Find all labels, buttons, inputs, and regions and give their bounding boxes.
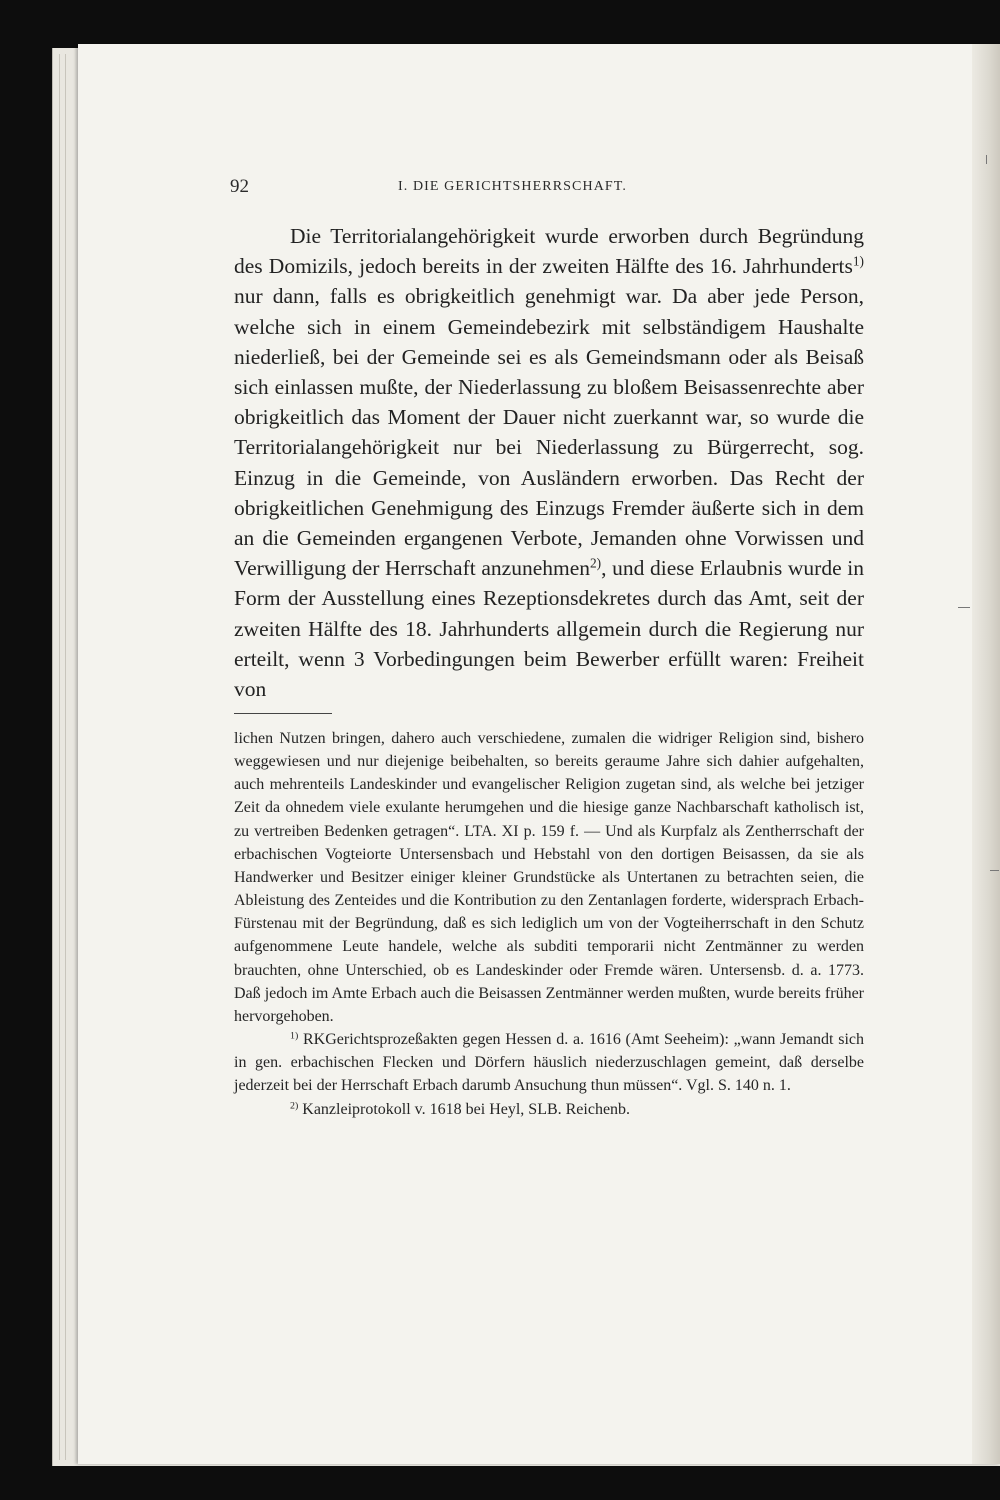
footnote-ref-2[interactable]: 2) xyxy=(590,555,602,571)
body-text-part-2: nur dann, falls es obrigkeitlich genehmigt war. Da aber jede Person, welche sich in einem Gemeindebezirk mit selbständigem Haushalte niederließ, bei der Gemeinde sei es als Gemeindsmann oder als Beisaß sich einlassen mußte, der Niederlassung zu bloßem Beisassenrechte aber obrigkeitlich das Moment der Dauer nicht zuerkannt war, so wurde die Territorialangehörigkeit nur bei Niederlassung zu Bürgerrecht, sog. Einzug in die Gemeinde, von Ausländern erworben. Das Recht der obrigkeitlichen Genehmigung des Einzugs Fremder äußerte sich in dem an die Gemeinden ergangenen Verbote, Jemanden ohne Vorwissen und Verwilligung der Herrschaft anzunehmen xyxy=(234,284,864,581)
footnote-1-text: RKGerichtsprozeßakten gegen Hessen d. a. 1616 (Amt Seeheim): „wann Jemandt sich in gen. erbachischen Flecken und Dörfern häuslich niederzuschlagen gemeint, daß derselbe jederzeit bei der Herrschaft Erbach darumb Ansuchung thun müssen“. Vgl. S. 140 n. 1. xyxy=(234,1031,864,1095)
book-gutter xyxy=(972,44,1000,1464)
footnote-1 xyxy=(234,1028,864,1097)
page-header xyxy=(230,176,870,200)
footnote-1-marker: 1) xyxy=(290,1030,299,1042)
running-head: I. DIE GERICHTSHERRSCHAFT. xyxy=(398,179,628,194)
footnote-separator xyxy=(234,713,332,714)
margin-mark xyxy=(990,870,999,871)
body-paragraph xyxy=(234,221,864,704)
body-text-part-3: , und diese Erlaubnis wurde in Form der Ausstellung eines Rezeptionsdekretes durch das Amt, seit der zweiten Hälfte des 18. Jahrhunderts allgemein durch die Regierung nur erteilt, wenn 3 Vorbedingungen beim Bewerber erfüllt waren: Freiheit von xyxy=(234,556,864,702)
footnote-2 xyxy=(234,1098,864,1121)
footnote-2-text: Kanzleiprotokoll v. 1618 bei Heyl, SLB. Reichenb. xyxy=(298,1100,631,1118)
footnote-2-marker: 2) xyxy=(290,1100,299,1112)
margin-mark xyxy=(958,607,970,608)
page-number: 92 xyxy=(230,176,249,197)
footnote-continued: lichen Nutzen bringen, dahero auch verschiedene, zumalen die widriger Religion sind, bishero weggewiesen und nur diejenige beibehalten, so bereits geraume Jahre sich dahier aufgehalten, auch mehrenteils Landeskinder und evangelischer Religion zugetan sind, als welche bei jetziger Zeit da ohnedem viele exulante herumgehen und die hiesige ganze Nachbarschaft katholisch ist, zu vertreiben Bedenken getragen“. LTA. XI p. 159 f. — Und als Kurpfalz als Zentherrschaft der erbachischen Vogteiorte Untersensbach und Hebstahl von den dortigen Beisassen, da sie als Handwerker und Besitzer einiger kleiner Grundstücke als Untertanen zu betrachten seien, die Ableistung des Zenteides und die Kontribution zu den Zentanlagen forderte, widersprach Erbach-Fürstenau mit der Begründung, daß es sich lediglich um von der Vogteiherrschaft in den Schutz aufgenommene Leute handele, welche als subditi temporarii nicht Zentmänner zu werden brauchten, ohne Unterschied, ob es Landeskinder oder Fremde wären. Untersensb. d. a. 1773. Daß jedoch im Amte Erbach auch die Beisassen Zentmänner werden mußten, wurde bereits früher hervorgehoben. xyxy=(234,730,864,1025)
footnote-ref-1[interactable]: 1) xyxy=(852,253,864,269)
margin-mark xyxy=(986,155,987,164)
body-text-part-1: Die Territorialangehörigkeit wurde erworben durch Begründung des Domizils, jedoch bereits in der zweiten Hälfte des 16. Jahrhunderts xyxy=(234,224,864,279)
footnotes xyxy=(234,727,864,1121)
main-text xyxy=(234,221,864,704)
